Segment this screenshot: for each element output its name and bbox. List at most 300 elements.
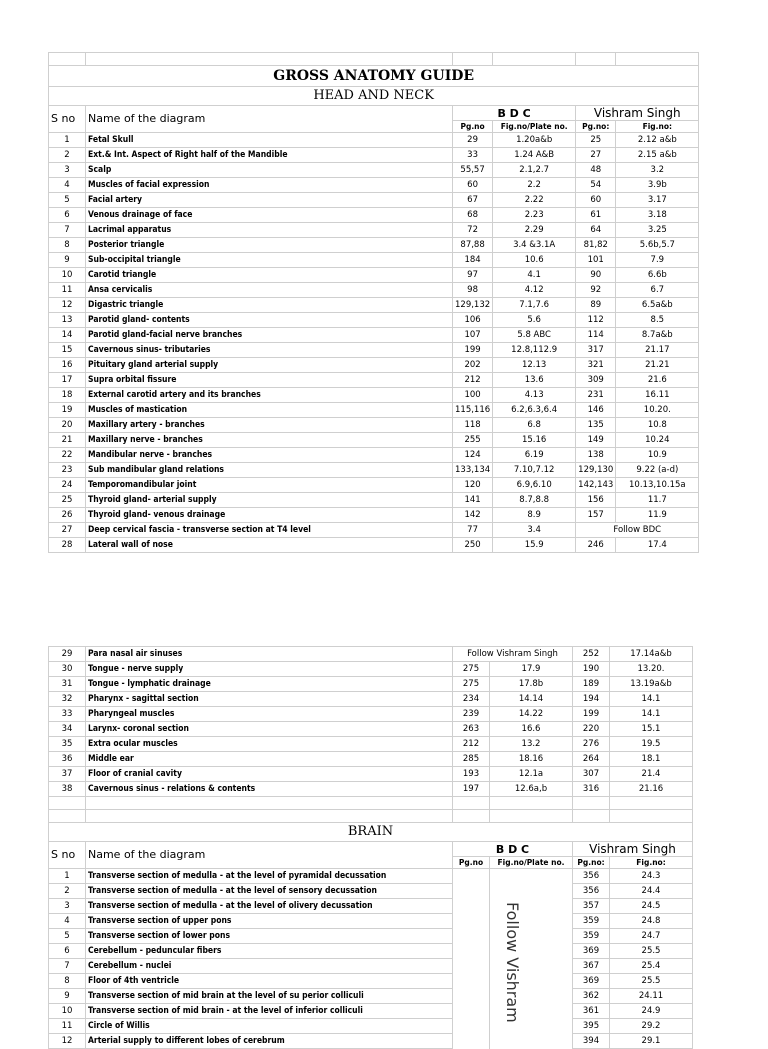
row-sno: 4 xyxy=(49,914,86,929)
row-name: Thyroid gland- venous drainage xyxy=(86,508,453,523)
row-bdc-fig: 15.16 xyxy=(493,433,576,448)
col-header-vishram: Vishram Singh xyxy=(573,842,693,857)
empty-cell xyxy=(453,884,490,899)
row-bdc-fig: 1.20a&b xyxy=(493,133,576,148)
row-vishram-page: 129,130 xyxy=(576,463,616,478)
row-sno: 23 xyxy=(49,463,86,478)
row-vishram-page: 276 xyxy=(573,737,610,752)
row-bdc-page: 239 xyxy=(453,707,490,722)
row-sno: 7 xyxy=(49,223,86,238)
row-sno: 27 xyxy=(49,523,86,538)
table-row xyxy=(49,283,699,298)
row-bdc-page: 250 xyxy=(453,538,493,553)
row-bdc-page: 197 xyxy=(453,782,490,797)
row-bdc-page: 77 xyxy=(453,523,493,538)
row-name: Venous drainage of face xyxy=(86,208,453,223)
row-sno: 9 xyxy=(49,253,86,268)
row-vishram-fig: 13.20. xyxy=(610,662,693,677)
row-bdc-page: 120 xyxy=(453,478,493,493)
row-bdc-fig: 6.9,6.10 xyxy=(493,478,576,493)
row-name: Tongue - lymphatic drainage xyxy=(86,677,453,692)
row-name: Scalp xyxy=(86,163,453,178)
row-name: Ansa cervicalis xyxy=(86,283,453,298)
row-sno: 7 xyxy=(49,959,86,974)
row-vishram-fig: 14.1 xyxy=(610,707,693,722)
row-sno: 9 xyxy=(49,989,86,1004)
row-vishram-fig: 9.22 (a-d) xyxy=(616,463,699,478)
row-name: Deep cervical fascia - transverse section at T4 level xyxy=(86,523,453,538)
empty-cell xyxy=(453,959,490,974)
table-row xyxy=(49,328,699,343)
row-vishram-fig: 3.25 xyxy=(616,223,699,238)
row-vishram-fig: 24.4 xyxy=(610,884,693,899)
row-bdc-fig: 16.6 xyxy=(490,722,573,737)
row-sno: 14 xyxy=(49,328,86,343)
table-row xyxy=(49,373,699,388)
table-row xyxy=(49,767,693,782)
row-bdc-fig: 2.2 xyxy=(493,178,576,193)
row-vishram-page: 264 xyxy=(573,752,610,767)
row-vishram-page: 361 xyxy=(573,1004,610,1019)
row-vishram-fig: 24.7 xyxy=(610,929,693,944)
row-vishram-page: 142,143 xyxy=(576,478,616,493)
table-row xyxy=(49,662,693,677)
row-vishram-page: 135 xyxy=(576,418,616,433)
row-bdc-fig: 7.10,7.12 xyxy=(493,463,576,478)
row-sno: 21 xyxy=(49,433,86,448)
row-bdc-fig: 6.8 xyxy=(493,418,576,433)
row-vishram-fig: 21.21 xyxy=(616,358,699,373)
row-bdc-fig: 12.13 xyxy=(493,358,576,373)
row-bdc-fig: 3.4 xyxy=(493,523,576,538)
row-name: Muscles of facial expression xyxy=(86,178,453,193)
row-vishram-fig: 13.19a&b xyxy=(610,677,693,692)
row-vishram-page: 190 xyxy=(573,662,610,677)
table-row xyxy=(49,1019,693,1034)
row-vishram-page: 157 xyxy=(576,508,616,523)
table-row xyxy=(49,433,699,448)
row-vishram-page: 220 xyxy=(573,722,610,737)
row-sno: 8 xyxy=(49,238,86,253)
row-name: Supra orbital fissure xyxy=(86,373,453,388)
row-vishram-page: 60 xyxy=(576,193,616,208)
row-bdc-fig: 10.6 xyxy=(493,253,576,268)
row-vishram-fig: 24.8 xyxy=(610,914,693,929)
row-bdc-fig: 2.29 xyxy=(493,223,576,238)
row-bdc-note: Follow Vishram Singh xyxy=(453,647,573,662)
row-name: Lacrimal apparatus xyxy=(86,223,453,238)
table-row xyxy=(49,403,699,418)
row-name: Temporomandibular joint xyxy=(86,478,453,493)
empty-cell xyxy=(490,989,573,1004)
row-sno: 15 xyxy=(49,343,86,358)
row-vishram-page: 64 xyxy=(576,223,616,238)
row-vishram-fig: 21.17 xyxy=(616,343,699,358)
row-vishram-page: 369 xyxy=(573,944,610,959)
row-sno: 30 xyxy=(49,662,86,677)
row-bdc-fig: 13.2 xyxy=(490,737,573,752)
row-vishram-fig: 11.9 xyxy=(616,508,699,523)
row-sno: 4 xyxy=(49,178,86,193)
row-vishram-fig: 24.3 xyxy=(610,869,693,884)
table-row xyxy=(49,782,693,797)
col-header-sno: S no xyxy=(49,842,86,869)
row-vishram-page: 90 xyxy=(576,268,616,283)
row-vishram-page: 25 xyxy=(576,133,616,148)
row-vishram-page: 48 xyxy=(576,163,616,178)
row-vishram-page: 189 xyxy=(573,677,610,692)
row-bdc-page: 129,132 xyxy=(453,298,493,313)
col-header-name: Name of the diagram xyxy=(86,106,453,133)
row-bdc-page: 100 xyxy=(453,388,493,403)
row-vishram-fig: 7.9 xyxy=(616,253,699,268)
row-bdc-fig: 5.8 ABC xyxy=(493,328,576,343)
row-name: Muscles of mastication xyxy=(86,403,453,418)
row-sno: 6 xyxy=(49,208,86,223)
table-row xyxy=(49,178,699,193)
row-bdc-page: 263 xyxy=(453,722,490,737)
row-bdc-fig: 4.12 xyxy=(493,283,576,298)
empty-cell xyxy=(490,959,573,974)
row-vishram-page: 61 xyxy=(576,208,616,223)
row-name: Transverse section of medulla - at the level of olivery decussation xyxy=(86,899,453,914)
row-sno: 12 xyxy=(49,298,86,313)
row-bdc-page: 124 xyxy=(453,448,493,463)
row-vishram-page: 357 xyxy=(573,899,610,914)
empty-cell xyxy=(453,929,490,944)
row-name: Posterior triangle xyxy=(86,238,453,253)
row-sno: 1 xyxy=(49,133,86,148)
row-bdc-page: 285 xyxy=(453,752,490,767)
row-sno: 10 xyxy=(49,268,86,283)
row-sno: 24 xyxy=(49,478,86,493)
row-sno: 12 xyxy=(49,1034,86,1049)
row-vishram-fig: 29.2 xyxy=(610,1019,693,1034)
row-vishram-page: 194 xyxy=(573,692,610,707)
row-vishram-fig: 17.4 xyxy=(616,538,699,553)
row-vishram-fig: 5.6b,5.7 xyxy=(616,238,699,253)
col-header-vishram: Vishram Singh xyxy=(576,106,699,121)
row-name: Para nasal air sinuses xyxy=(86,647,453,662)
row-name: Pituitary gland arterial supply xyxy=(86,358,453,373)
section-title-head-neck: HEAD AND NECK xyxy=(49,87,699,106)
row-name: Cavernous sinus- tributaries xyxy=(86,343,453,358)
row-vishram-fig: 25.4 xyxy=(610,959,693,974)
row-vishram-page: 367 xyxy=(573,959,610,974)
row-name: Lateral wall of nose xyxy=(86,538,453,553)
empty-cell xyxy=(490,899,573,914)
table-row xyxy=(49,989,693,1004)
row-sno: 3 xyxy=(49,899,86,914)
row-name: Floor of 4th ventricle xyxy=(86,974,453,989)
row-sno: 26 xyxy=(49,508,86,523)
row-vishram-page: 138 xyxy=(576,448,616,463)
row-vishram-fig: 8.7a&b xyxy=(616,328,699,343)
row-bdc-fig: 12.8,112.9 xyxy=(493,343,576,358)
row-sno: 3 xyxy=(49,163,86,178)
row-vishram-fig: 3.18 xyxy=(616,208,699,223)
table-row xyxy=(49,133,699,148)
row-bdc-page: 98 xyxy=(453,283,493,298)
col-header-pgno2: Pg.no: xyxy=(573,857,610,869)
row-vishram-page: 92 xyxy=(576,283,616,298)
row-bdc-page: 199 xyxy=(453,343,493,358)
row-vishram-page: 316 xyxy=(573,782,610,797)
empty-cell xyxy=(453,1019,490,1034)
row-bdc-fig: 6.2,6.3,6.4 xyxy=(493,403,576,418)
row-vishram-page: 362 xyxy=(573,989,610,1004)
row-sno: 37 xyxy=(49,767,86,782)
row-bdc-fig: 6.19 xyxy=(493,448,576,463)
row-vishram-page: 321 xyxy=(576,358,616,373)
empty-cell xyxy=(490,869,573,884)
row-bdc-page: 97 xyxy=(453,268,493,283)
row-vishram-page: 309 xyxy=(576,373,616,388)
row-bdc-page: 142 xyxy=(453,508,493,523)
row-name: Cavernous sinus - relations & contents xyxy=(86,782,453,797)
col-header-figplate: Fig.no/Plate no. xyxy=(490,857,573,869)
row-name: Parotid gland-facial nerve branches xyxy=(86,328,453,343)
row-vishram-fig: 15.1 xyxy=(610,722,693,737)
row-name: Thyroid gland- arterial supply xyxy=(86,493,453,508)
row-vishram-fig: 6.6b xyxy=(616,268,699,283)
row-vishram-page: 395 xyxy=(573,1019,610,1034)
row-name: Cerebellum - nuclei xyxy=(86,959,453,974)
row-bdc-fig: 12.1a xyxy=(490,767,573,782)
row-bdc-fig: 3.4 &3.1A xyxy=(493,238,576,253)
row-vishram-page: 394 xyxy=(573,1034,610,1049)
row-vishram-fig: 29.1 xyxy=(610,1034,693,1049)
empty-cell xyxy=(453,899,490,914)
col-header-sno: S no xyxy=(49,106,86,133)
row-sno: 35 xyxy=(49,737,86,752)
row-sno: 11 xyxy=(49,1019,86,1034)
row-vishram-fig: 10.9 xyxy=(616,448,699,463)
table-row xyxy=(49,193,699,208)
table-row xyxy=(49,647,693,662)
table-row xyxy=(49,238,699,253)
row-name: Arterial supply to different lobes of cerebrum xyxy=(86,1034,453,1049)
table-row xyxy=(49,388,699,403)
table-row xyxy=(49,914,693,929)
table-row xyxy=(49,493,699,508)
row-vishram-fig: 21.16 xyxy=(610,782,693,797)
row-sno: 33 xyxy=(49,707,86,722)
row-bdc-page: 118 xyxy=(453,418,493,433)
continuation-table xyxy=(48,646,693,1049)
row-bdc-page: 212 xyxy=(453,373,493,388)
table-row xyxy=(49,163,699,178)
empty-cell xyxy=(453,1034,490,1049)
empty-cell xyxy=(453,914,490,929)
row-name: Facial artery xyxy=(86,193,453,208)
empty-cell xyxy=(453,869,490,884)
row-bdc-page: 275 xyxy=(453,662,490,677)
row-bdc-fig: 7.1,7.6 xyxy=(493,298,576,313)
table-row xyxy=(49,959,693,974)
row-vishram-page: 356 xyxy=(573,884,610,899)
row-vishram-fig: 2.12 a&b xyxy=(616,133,699,148)
row-vishram-fig: 2.15 a&b xyxy=(616,148,699,163)
empty-cell xyxy=(490,1034,573,1049)
table-row xyxy=(49,463,699,478)
col-header-bdc: B D C xyxy=(453,106,576,121)
row-bdc-page: 60 xyxy=(453,178,493,193)
table-row xyxy=(49,1034,693,1049)
row-bdc-fig: 8.7,8.8 xyxy=(493,493,576,508)
row-name: Transverse section of medulla - at the level of sensory decussation xyxy=(86,884,453,899)
row-bdc-page: 55,57 xyxy=(453,163,493,178)
row-name: Pharyngeal muscles xyxy=(86,707,453,722)
section-title-brain: BRAIN xyxy=(49,823,693,842)
row-vishram-page: 246 xyxy=(576,538,616,553)
row-name: Floor of cranial cavity xyxy=(86,767,453,782)
row-name: Middle ear xyxy=(86,752,453,767)
empty-cell xyxy=(453,974,490,989)
head-neck-table xyxy=(48,52,699,553)
row-vishram-fig: 6.5a&b xyxy=(616,298,699,313)
row-name: Cerebellum - peduncular fibers xyxy=(86,944,453,959)
row-vishram-page: 359 xyxy=(573,929,610,944)
row-vishram-fig: 19.5 xyxy=(610,737,693,752)
empty-cell xyxy=(490,929,573,944)
row-bdc-fig: 18.16 xyxy=(490,752,573,767)
row-vishram-fig: 21.6 xyxy=(616,373,699,388)
row-bdc-page: 67 xyxy=(453,193,493,208)
row-sno: 11 xyxy=(49,283,86,298)
table-row xyxy=(49,538,699,553)
row-bdc-page: 133,134 xyxy=(453,463,493,478)
row-name: Sub mandibular gland relations xyxy=(86,463,453,478)
row-vishram-page: 231 xyxy=(576,388,616,403)
row-sno: 29 xyxy=(49,647,86,662)
row-vishram-fig: 18.1 xyxy=(610,752,693,767)
row-name: Carotid triangle xyxy=(86,268,453,283)
row-name: Pharynx - sagittal section xyxy=(86,692,453,707)
empty-cell xyxy=(490,1004,573,1019)
row-name: Larynx- coronal section xyxy=(86,722,453,737)
row-name: Fetal Skull xyxy=(86,133,453,148)
empty-cell xyxy=(453,1004,490,1019)
row-bdc-page: 29 xyxy=(453,133,493,148)
row-sno: 19 xyxy=(49,403,86,418)
col-header-pgno: Pg.no xyxy=(453,121,493,133)
row-sno: 13 xyxy=(49,313,86,328)
row-bdc-fig: 5.6 xyxy=(493,313,576,328)
row-bdc-fig: 12.6a,b xyxy=(490,782,573,797)
row-sno: 25 xyxy=(49,493,86,508)
row-name: Maxillary nerve - branches xyxy=(86,433,453,448)
table-row xyxy=(49,343,699,358)
table-row xyxy=(49,313,699,328)
row-vishram-fig: 10.20. xyxy=(616,403,699,418)
row-name: Ext.& Int. Aspect of Right half of the Mandible xyxy=(86,148,453,163)
row-sno: 10 xyxy=(49,1004,86,1019)
table-row xyxy=(49,268,699,283)
row-bdc-page: 234 xyxy=(453,692,490,707)
row-vishram-page: 114 xyxy=(576,328,616,343)
row-name: Extra ocular muscles xyxy=(86,737,453,752)
row-name: Tongue - nerve supply xyxy=(86,662,453,677)
row-bdc-page: 87,88 xyxy=(453,238,493,253)
row-vishram-fig: 21.4 xyxy=(610,767,693,782)
table-row xyxy=(49,737,693,752)
row-sno: 22 xyxy=(49,448,86,463)
table-row xyxy=(49,208,699,223)
row-bdc-fig: 14.14 xyxy=(490,692,573,707)
table-row xyxy=(49,692,693,707)
table-row xyxy=(49,944,693,959)
row-vishram-fig: 3.2 xyxy=(616,163,699,178)
row-vishram-page: 112 xyxy=(576,313,616,328)
row-vishram-fig: 14.1 xyxy=(610,692,693,707)
table-row xyxy=(49,523,699,538)
row-bdc-page: 275 xyxy=(453,677,490,692)
row-sno: 31 xyxy=(49,677,86,692)
row-bdc-fig: 8.9 xyxy=(493,508,576,523)
row-bdc-fig: 17.8b xyxy=(490,677,573,692)
row-bdc-page: 141 xyxy=(453,493,493,508)
col-header-figno: Fig.no: xyxy=(610,857,693,869)
row-bdc-page: 72 xyxy=(453,223,493,238)
table-row xyxy=(49,223,699,238)
row-vishram-fig: 16.11 xyxy=(616,388,699,403)
row-sno: 8 xyxy=(49,974,86,989)
row-sno: 2 xyxy=(49,884,86,899)
row-sno: 34 xyxy=(49,722,86,737)
row-bdc-fig: 2.1,2.7 xyxy=(493,163,576,178)
row-vishram-page: 356 xyxy=(573,869,610,884)
row-bdc-fig: 1.24 A&B xyxy=(493,148,576,163)
row-bdc-fig: 17.9 xyxy=(490,662,573,677)
row-vishram-fig: 3.9b xyxy=(616,178,699,193)
row-vishram-page: 149 xyxy=(576,433,616,448)
row-vishram-page: 369 xyxy=(573,974,610,989)
col-header-figno: Fig.no: xyxy=(616,121,699,133)
col-header-bdc: B D C xyxy=(453,842,573,857)
col-header-figplate: Fig.no/Plate no. xyxy=(493,121,576,133)
row-name: Digastric triangle xyxy=(86,298,453,313)
row-sno: 5 xyxy=(49,929,86,944)
row-vishram-page: 252 xyxy=(573,647,610,662)
col-header-name: Name of the diagram xyxy=(86,842,453,869)
row-sno: 5 xyxy=(49,193,86,208)
follow-vishram-note: Follow Vishram xyxy=(503,902,522,1023)
row-bdc-page: 68 xyxy=(453,208,493,223)
row-vishram-fig: 3.17 xyxy=(616,193,699,208)
row-sno: 17 xyxy=(49,373,86,388)
table-row xyxy=(49,148,699,163)
row-sno: 1 xyxy=(49,869,86,884)
row-vishram-fig: 6.7 xyxy=(616,283,699,298)
row-bdc-page: 193 xyxy=(453,767,490,782)
col-header-pgno: Pg.no xyxy=(453,857,490,869)
row-vishram-page: 27 xyxy=(576,148,616,163)
row-vishram-page: 89 xyxy=(576,298,616,313)
empty-cell xyxy=(453,944,490,959)
row-vishram-page: 156 xyxy=(576,493,616,508)
table-row xyxy=(49,869,693,884)
table-row xyxy=(49,707,693,722)
table-row xyxy=(49,752,693,767)
row-bdc-fig: 14.22 xyxy=(490,707,573,722)
row-vishram-fig: 24.5 xyxy=(610,899,693,914)
row-vishram-fig: 8.5 xyxy=(616,313,699,328)
row-bdc-page: 212 xyxy=(453,737,490,752)
row-sno: 18 xyxy=(49,388,86,403)
row-vishram-fig: 24.9 xyxy=(610,1004,693,1019)
row-name: External carotid artery and its branches xyxy=(86,388,453,403)
